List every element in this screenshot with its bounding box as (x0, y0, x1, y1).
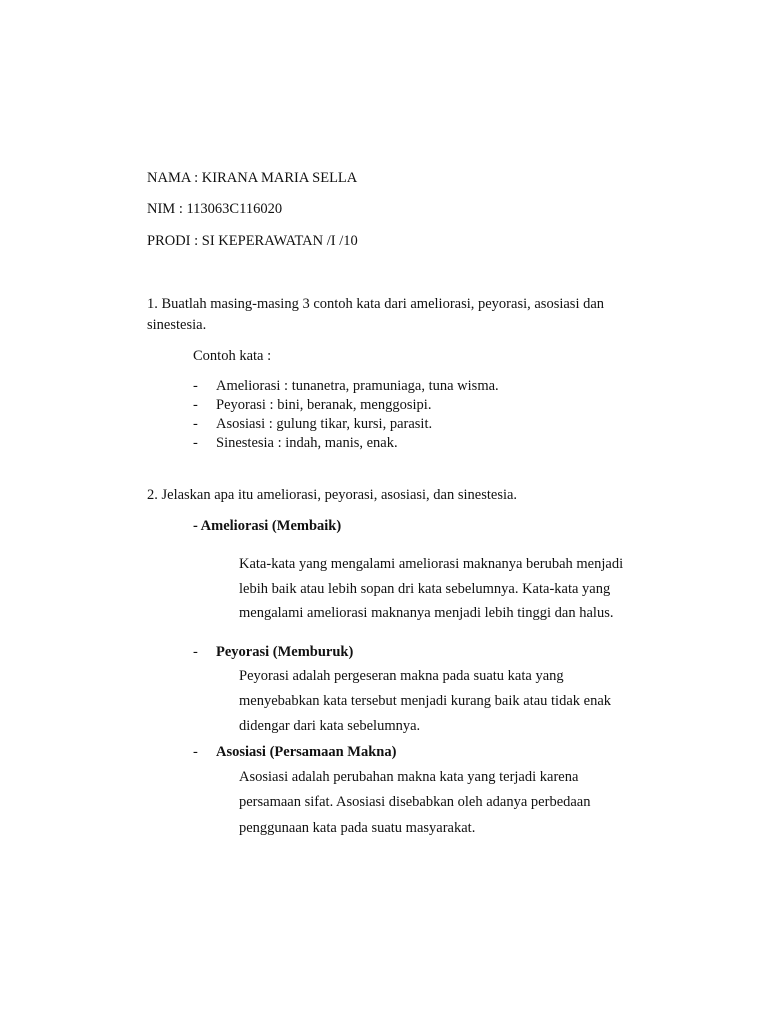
example-ameliorasi: Ameliorasi : tunanetra, pramuniaga, tuna wisma. (216, 378, 499, 394)
peyorasi-line-2: menyebabkan kata tersebut menjadi kurang baik atau tidak enak (239, 693, 612, 709)
list-bullet: - (193, 378, 198, 394)
question-1-line-2: sinestesia. (147, 317, 207, 333)
peyorasi-heading: Peyorasi (Memburuk) (216, 644, 354, 660)
list-bullet: - (193, 416, 198, 432)
ameliorasi-line-1: Kata-kata yang mengalami ameliorasi maknanya berubah menjadi (239, 556, 624, 572)
list-bullet: - (193, 744, 198, 760)
peyorasi-line-3: didengar dari kata sebelumnya. (239, 718, 421, 734)
student-nim: NIM : 113063C116020 (147, 201, 283, 217)
ameliorasi-line-2: lebih baik atau lebih sopan dri kata sebelumnya. Kata-kata yang (239, 581, 611, 597)
example-asosiasi: Asosiasi : gulung tikar, kursi, parasit. (216, 416, 433, 432)
question-2: 2. Jelaskan apa itu ameliorasi, peyorasi, asosiasi, dan sinestesia. (147, 487, 518, 503)
list-bullet: - (193, 644, 198, 660)
student-name: NAMA : KIRANA MARIA SELLA (147, 170, 358, 186)
peyorasi-line-1: Peyorasi adalah pergeseran makna pada suatu kata yang (239, 668, 564, 684)
asosiasi-heading: Asosiasi (Persamaan Makna) (216, 744, 397, 760)
example-peyorasi: Peyorasi : bini, beranak, menggosipi. (216, 397, 432, 413)
contoh-kata-label: Contoh kata : (193, 348, 272, 364)
ameliorasi-heading: - Ameliorasi (Membaik) (193, 518, 342, 534)
asosiasi-line-2: persamaan sifat. Asosiasi disebabkan oleh adanya perbedaan (239, 794, 591, 810)
question-1-line-1: 1. Buatlah masing-masing 3 contoh kata dari ameliorasi, peyorasi, asosiasi dan (147, 296, 605, 312)
asosiasi-line-1: Asosiasi adalah perubahan makna kata yang terjadi karena (239, 769, 579, 785)
list-bullet: - (193, 397, 198, 413)
example-sinestesia: Sinestesia : indah, manis, enak. (216, 435, 398, 451)
asosiasi-line-3: penggunaan kata pada suatu masyarakat. (239, 820, 476, 836)
ameliorasi-line-3: mengalami ameliorasi maknanya menjadi lebih tinggi dan halus. (239, 605, 614, 621)
list-bullet: - (193, 435, 198, 451)
student-prodi: PRODI : SI KEPERAWATAN /I /10 (147, 233, 358, 249)
